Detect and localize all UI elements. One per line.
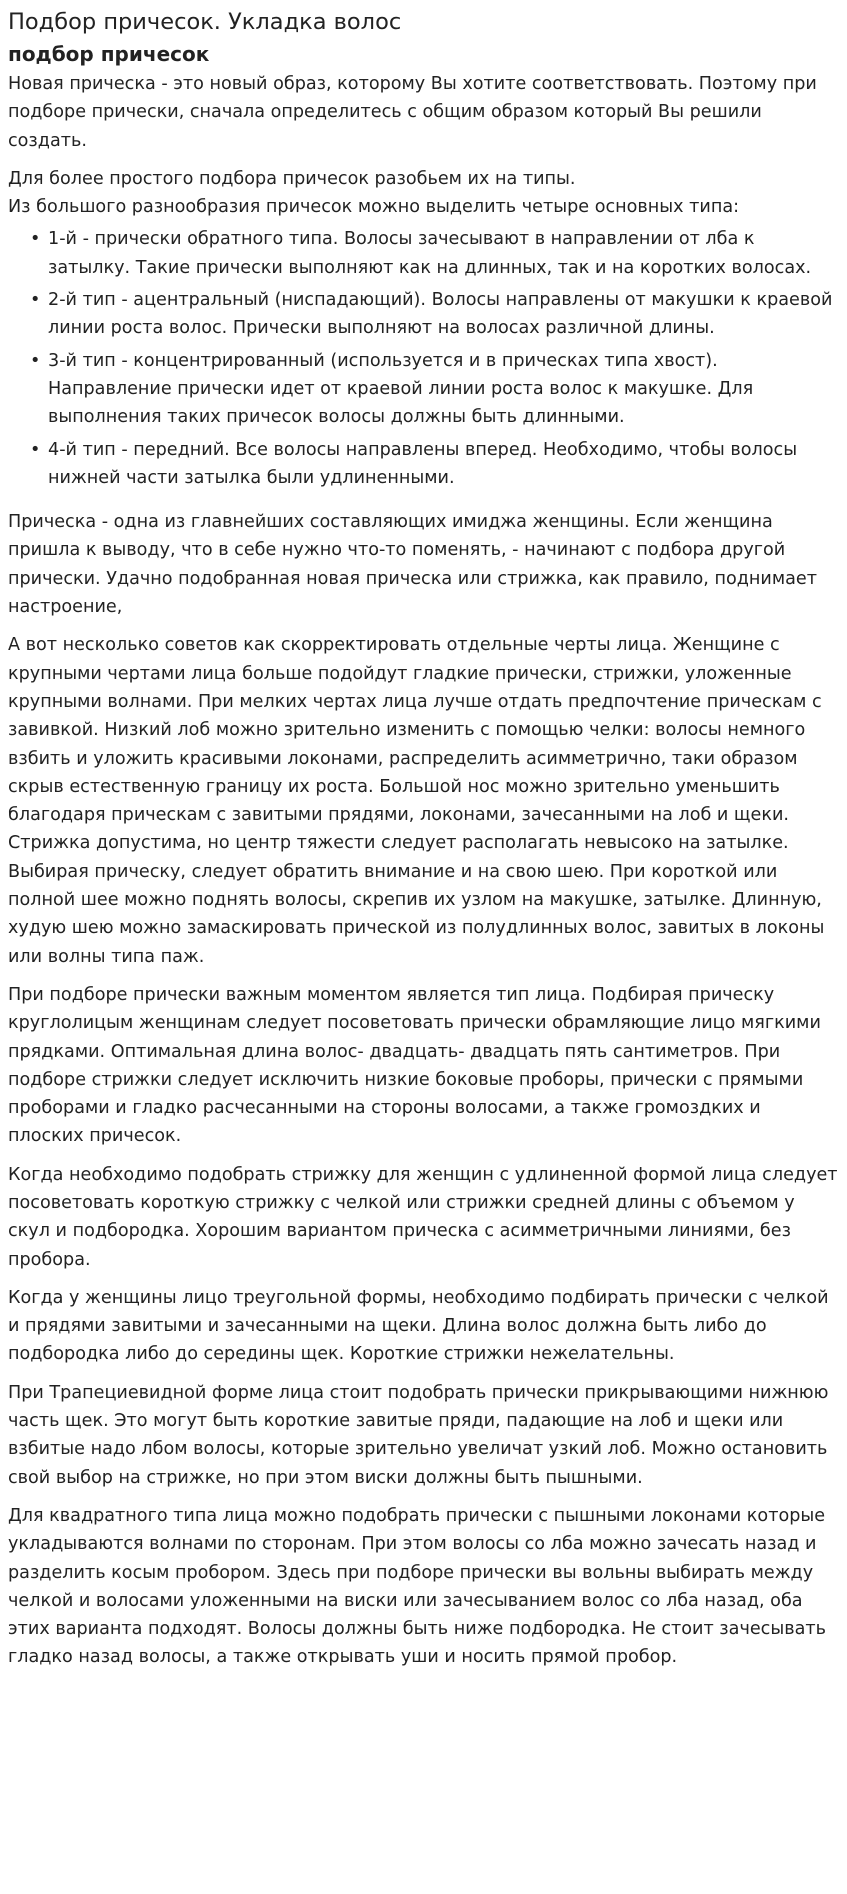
types-intro-line-2: Из большого разнообразия причесок можно выделить четыре основных типа: — [8, 197, 740, 218]
list-item — [30, 436, 839, 493]
trapezoid-face-paragraph: При Трапециевидной форме лица стоит подобрать прически прикрывающими нижнюю часть щек. Это могут быть короткие завитые пряди, падающие на лоб и щеки или взбитые надо лбом волосы, которые зрительно увеличат узкий лоб. Можно остановить свой выбор на стрижке, но при этом виски должны быть пышными. — [8, 1382, 829, 1488]
hairstyle-types-list — [8, 225, 839, 492]
types-intro-line-1: Для более простого подбора причесок разобьем их на типы. — [8, 168, 576, 189]
list-item — [30, 225, 839, 282]
long-face-paragraph: Когда необходимо подобрать стрижку для женщин с удлиненной формой лица следует посоветовать короткую стрижку с челкой или стрижки средней длины с объемом у скул и подбородка. Хорошим вариантом прическа с асимметричными линиями, без пробора. — [8, 1164, 838, 1270]
image-paragraph: Прическа - одна из главнейших составляющих имиджа женщины. Если женщина пришла к выводу, что в себе нужно что-то поменять, - начинают с подбора другой прически. Удачно подобранная новая прическа или стрижка, как правило, поднимает настроение, — [8, 512, 817, 618]
square-face-paragraph: Для квадратного типа лица можно подобрать прически с пышными локонами которые укладываются волнами по сторонам. При этом волосы со лба можно зачесать назад и разделить косым пробором. Здесь при подборе прически вы вольны выбирать между челкой и волосами уложенными на виски или зачесыванием волос со лба назад, оба этих варианта подходят. Волосы должны быть ниже подбородка. Не стоит зачесывать гладко назад волосы, а также открывать уши и носить прямой пробор. — [8, 1505, 826, 1668]
triangle-face-paragraph: Когда у женщины лицо треугольной формы, необходимо подбирать прически с челкой и прядями завитыми и зачесанными на щеки. Длина волос должна быть либо до подбородка либо до середины щек. Короткие стрижки нежелательны. — [8, 1287, 829, 1365]
face-features-paragraph: А вот несколько советов как скорректировать отдельные черты лица. Женщине с крупными чертами лица больше подойдут гладкие прически, стрижки, уложенные крупными волнами. При мелких чертах лица лучше отдать предпочтение прическам с завивкой. Низкий лоб можно зрительно изменить с помощью челки: волосы немного взбить и уложить красивыми локонами, распределить асимметрично, таки образом скрыв естественную границу их роста. Большой нос можно зрительно уменьшить благодаря прическам с завитыми прядями, локонами, зачесанными на лоб и щеки. Стрижка допустима, но центр тяжести следует располагать невысоко на затылке. Выбирая прическу, следует обратить внимание и на свою шею. При короткой или полной шее можно поднять волосы, скрепив их узлом на макушке, затылке. Длинную, худую шею можно замаскировать прической из полудлинных волос, завитых в локоны или волны типа паж. — [8, 635, 825, 967]
list-item-text: 3-й тип - концентрированный (используется и в прическах типа хвост). Направление прически идет от краевой линии роста волос к макушке. Для выполнения таких причесок волосы должны быть длинными. — [48, 350, 754, 428]
list-item-text: 1-й - прически обратного типа. Волосы зачесывают в направлении от лба к затылку. Такие прически выполняют как на длинных, так и на коротких волосах. — [48, 229, 812, 278]
bullet-icon: • — [30, 290, 41, 311]
list-item — [30, 347, 839, 432]
bullet-icon: • — [30, 439, 41, 460]
bullet-icon: • — [30, 350, 41, 371]
section-title: подбор причесок — [8, 42, 210, 66]
bullet-icon: • — [30, 229, 41, 250]
list-item-text: 4-й тип - передний. Все волосы направлены вперед. Необходимо, чтобы волосы нижней части затылка были удлиненными. — [48, 439, 798, 488]
round-face-paragraph: При подборе прически важным моментом является тип лица. Подбирая прическу круглолицым женщинам следует посоветовать прически обрамляющие лицо мягкими прядками. Оптимальная длина волос- двадцать- двадцать пять сантиметров. При подборе стрижки следует исключить низкие боковые проборы, прически с прямыми проборами и гладко расчесанными на стороны волосами, а также громоздких и плоских причесок. — [8, 984, 821, 1147]
list-item-text: 2-й тип - ацентральный (ниспадающий). Волосы направлены от макушки к краевой линии роста волос. Прически выполняют на волосах различной длины. — [48, 290, 833, 339]
page-title: Подбор причесок. Укладка волос — [8, 9, 402, 35]
list-item — [30, 286, 839, 343]
intro-paragraph: Новая прическа - это новый образ, которому Вы хотите соответствовать. Поэтому при подборе прически, сначала определитесь с общим образом который Вы решили создать. — [8, 74, 817, 151]
types-intro-paragraph — [8, 165, 839, 222]
